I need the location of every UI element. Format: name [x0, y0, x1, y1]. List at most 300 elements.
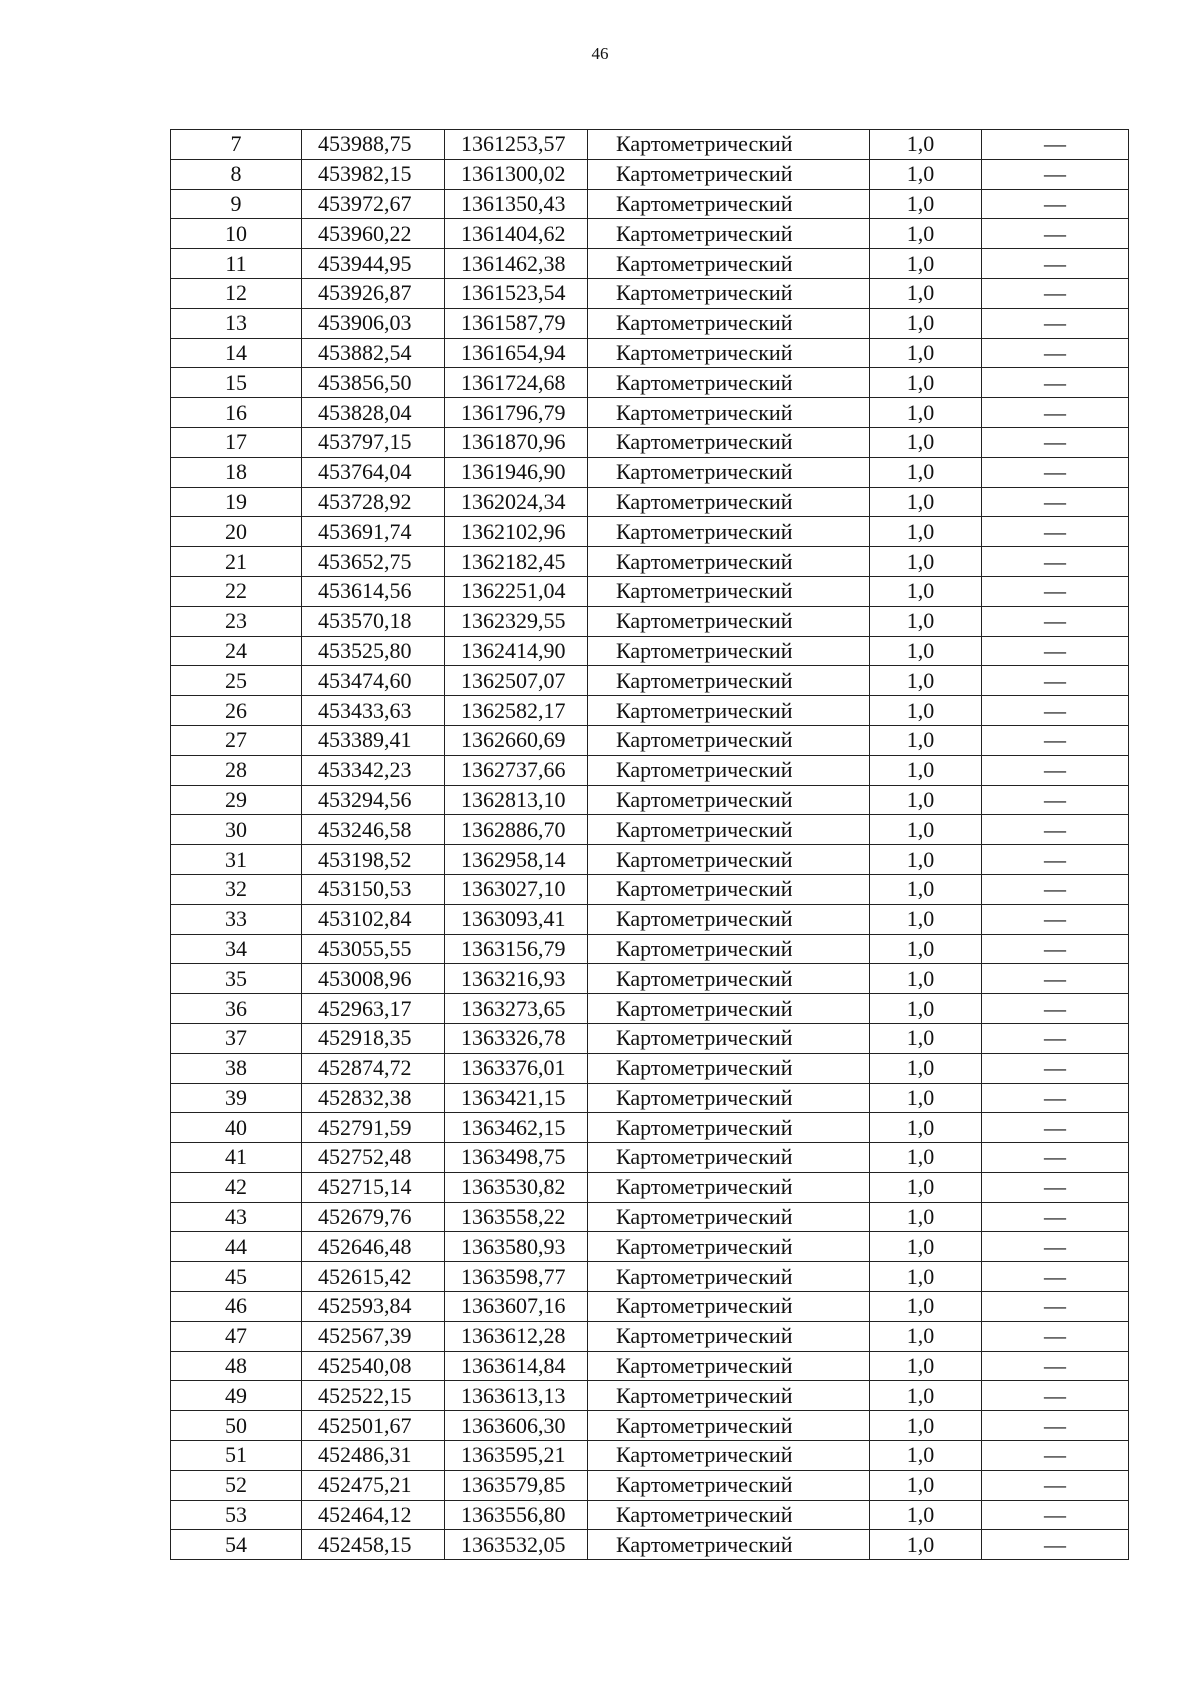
table-row — [171, 934, 1129, 964]
method-cell: Картометрический — [588, 457, 870, 487]
table-row — [171, 755, 1129, 785]
y-coordinate-cell: 1361587,79 — [445, 308, 588, 338]
table-row — [171, 278, 1129, 308]
point-number-cell: 52 — [171, 1470, 302, 1500]
table-row — [171, 1411, 1129, 1441]
x-coordinate-cell: 452540,08 — [302, 1351, 445, 1381]
x-coordinate-cell: 453246,58 — [302, 815, 445, 845]
x-coordinate-cell: 453797,15 — [302, 427, 445, 457]
point-number-cell: 38 — [171, 1053, 302, 1083]
point-number-cell: 42 — [171, 1172, 302, 1202]
accuracy-cell: 1,0 — [870, 666, 982, 696]
note-cell: — — [982, 1143, 1129, 1173]
accuracy-cell: 1,0 — [870, 1053, 982, 1083]
table-row — [171, 576, 1129, 606]
note-cell: — — [982, 547, 1129, 577]
y-coordinate-cell: 1363462,15 — [445, 1113, 588, 1143]
y-coordinate-cell: 1362886,70 — [445, 815, 588, 845]
note-cell: — — [982, 1023, 1129, 1053]
method-cell: Картометрический — [588, 1470, 870, 1500]
table-row — [171, 696, 1129, 726]
point-number-cell: 36 — [171, 994, 302, 1024]
table-row — [171, 1321, 1129, 1351]
x-coordinate-cell: 452615,42 — [302, 1262, 445, 1292]
note-cell: — — [982, 785, 1129, 815]
x-coordinate-cell: 453570,18 — [302, 606, 445, 636]
point-number-cell: 39 — [171, 1083, 302, 1113]
accuracy-cell: 1,0 — [870, 1292, 982, 1322]
point-number-cell: 50 — [171, 1411, 302, 1441]
accuracy-cell: 1,0 — [870, 249, 982, 279]
note-cell: — — [982, 368, 1129, 398]
method-cell: Картометрический — [588, 1023, 870, 1053]
accuracy-cell: 1,0 — [870, 398, 982, 428]
method-cell: Картометрический — [588, 219, 870, 249]
method-cell: Картометрический — [588, 934, 870, 964]
method-cell: Картометрический — [588, 1381, 870, 1411]
table-row — [171, 994, 1129, 1024]
method-cell: Картометрический — [588, 517, 870, 547]
x-coordinate-cell: 453389,41 — [302, 725, 445, 755]
note-cell: — — [982, 308, 1129, 338]
x-coordinate-cell: 453691,74 — [302, 517, 445, 547]
table-row — [171, 1172, 1129, 1202]
accuracy-cell: 1,0 — [870, 517, 982, 547]
method-cell: Картометрический — [588, 1172, 870, 1202]
method-cell: Картометрический — [588, 964, 870, 994]
point-number-cell: 35 — [171, 964, 302, 994]
x-coordinate-cell: 452464,12 — [302, 1500, 445, 1530]
accuracy-cell: 1,0 — [870, 219, 982, 249]
y-coordinate-cell: 1363612,28 — [445, 1321, 588, 1351]
y-coordinate-cell: 1363156,79 — [445, 934, 588, 964]
point-number-cell: 41 — [171, 1143, 302, 1173]
y-coordinate-cell: 1361404,62 — [445, 219, 588, 249]
note-cell: — — [982, 278, 1129, 308]
note-cell: — — [982, 964, 1129, 994]
y-coordinate-cell: 1362182,45 — [445, 547, 588, 577]
note-cell: — — [982, 219, 1129, 249]
method-cell: Картометрический — [588, 1232, 870, 1262]
method-cell: Картометрический — [588, 1530, 870, 1560]
table-row — [171, 487, 1129, 517]
point-number-cell: 29 — [171, 785, 302, 815]
x-coordinate-cell: 452918,35 — [302, 1023, 445, 1053]
x-coordinate-cell: 452593,84 — [302, 1292, 445, 1322]
point-number-cell: 27 — [171, 725, 302, 755]
method-cell: Картометрический — [588, 278, 870, 308]
method-cell: Картометрический — [588, 696, 870, 726]
point-number-cell: 26 — [171, 696, 302, 726]
accuracy-cell: 1,0 — [870, 1143, 982, 1173]
y-coordinate-cell: 1361253,57 — [445, 130, 588, 160]
accuracy-cell: 1,0 — [870, 1530, 982, 1560]
accuracy-cell: 1,0 — [870, 606, 982, 636]
x-coordinate-cell: 453906,03 — [302, 308, 445, 338]
point-number-cell: 19 — [171, 487, 302, 517]
x-coordinate-cell: 452874,72 — [302, 1053, 445, 1083]
x-coordinate-cell: 452715,14 — [302, 1172, 445, 1202]
method-cell: Картометрический — [588, 725, 870, 755]
point-number-cell: 25 — [171, 666, 302, 696]
method-cell: Картометрический — [588, 547, 870, 577]
note-cell: — — [982, 696, 1129, 726]
note-cell: — — [982, 487, 1129, 517]
accuracy-cell: 1,0 — [870, 189, 982, 219]
note-cell: — — [982, 1351, 1129, 1381]
x-coordinate-cell: 453982,15 — [302, 159, 445, 189]
method-cell: Картометрический — [588, 1411, 870, 1441]
table-row — [171, 427, 1129, 457]
point-number-cell: 13 — [171, 308, 302, 338]
method-cell: Картометрический — [588, 338, 870, 368]
point-number-cell: 9 — [171, 189, 302, 219]
x-coordinate-cell: 453882,54 — [302, 338, 445, 368]
accuracy-cell: 1,0 — [870, 457, 982, 487]
note-cell: — — [982, 904, 1129, 934]
table-row — [171, 130, 1129, 160]
method-cell: Картометрический — [588, 1292, 870, 1322]
x-coordinate-cell: 453764,04 — [302, 457, 445, 487]
x-coordinate-cell: 453008,96 — [302, 964, 445, 994]
method-cell: Картометрический — [588, 845, 870, 875]
y-coordinate-cell: 1363579,85 — [445, 1470, 588, 1500]
point-number-cell: 7 — [171, 130, 302, 160]
y-coordinate-cell: 1362737,66 — [445, 755, 588, 785]
table-row — [171, 1143, 1129, 1173]
accuracy-cell: 1,0 — [870, 725, 982, 755]
table-row — [171, 219, 1129, 249]
x-coordinate-cell: 453972,67 — [302, 189, 445, 219]
y-coordinate-cell: 1362024,34 — [445, 487, 588, 517]
method-cell: Картометрический — [588, 755, 870, 785]
table-row — [171, 338, 1129, 368]
table-row — [171, 1292, 1129, 1322]
table-row — [171, 1262, 1129, 1292]
method-cell: Картометрический — [588, 1441, 870, 1471]
table-row — [171, 1083, 1129, 1113]
coordinates-table — [170, 129, 1129, 1560]
point-number-cell: 47 — [171, 1321, 302, 1351]
method-cell: Картометрический — [588, 1351, 870, 1381]
method-cell: Картометрический — [588, 606, 870, 636]
x-coordinate-cell: 453525,80 — [302, 636, 445, 666]
point-number-cell: 54 — [171, 1530, 302, 1560]
note-cell: — — [982, 517, 1129, 547]
point-number-cell: 48 — [171, 1351, 302, 1381]
point-number-cell: 53 — [171, 1500, 302, 1530]
table-row — [171, 874, 1129, 904]
point-number-cell: 21 — [171, 547, 302, 577]
table-row — [171, 636, 1129, 666]
y-coordinate-cell: 1362660,69 — [445, 725, 588, 755]
note-cell: — — [982, 725, 1129, 755]
method-cell: Картометрический — [588, 1143, 870, 1173]
point-number-cell: 24 — [171, 636, 302, 666]
method-cell: Картометрический — [588, 874, 870, 904]
y-coordinate-cell: 1363273,65 — [445, 994, 588, 1024]
method-cell: Картометрический — [588, 159, 870, 189]
point-number-cell: 40 — [171, 1113, 302, 1143]
note-cell: — — [982, 576, 1129, 606]
page-number: 46 — [591, 44, 609, 63]
note-cell: — — [982, 1470, 1129, 1500]
x-coordinate-cell: 453728,92 — [302, 487, 445, 517]
x-coordinate-cell: 452501,67 — [302, 1411, 445, 1441]
table-row — [171, 1202, 1129, 1232]
x-coordinate-cell: 453198,52 — [302, 845, 445, 875]
x-coordinate-cell: 452832,38 — [302, 1083, 445, 1113]
accuracy-cell: 1,0 — [870, 1411, 982, 1441]
method-cell: Картометрический — [588, 1202, 870, 1232]
x-coordinate-cell: 453150,53 — [302, 874, 445, 904]
point-number-cell: 18 — [171, 457, 302, 487]
note-cell: — — [982, 338, 1129, 368]
point-number-cell: 8 — [171, 159, 302, 189]
point-number-cell: 31 — [171, 845, 302, 875]
table-row — [171, 815, 1129, 845]
table-row — [171, 368, 1129, 398]
y-coordinate-cell: 1363580,93 — [445, 1232, 588, 1262]
x-coordinate-cell: 453342,23 — [302, 755, 445, 785]
table-row — [171, 547, 1129, 577]
table-body — [171, 130, 1129, 1560]
y-coordinate-cell: 1363614,84 — [445, 1351, 588, 1381]
method-cell: Картометрический — [588, 398, 870, 428]
method-cell: Картометрический — [588, 785, 870, 815]
x-coordinate-cell: 452522,15 — [302, 1381, 445, 1411]
table-row — [171, 1470, 1129, 1500]
accuracy-cell: 1,0 — [870, 1321, 982, 1351]
table-row — [171, 517, 1129, 547]
note-cell: — — [982, 1113, 1129, 1143]
table-row — [171, 159, 1129, 189]
method-cell: Картометрический — [588, 189, 870, 219]
table-row — [171, 249, 1129, 279]
table-row — [171, 189, 1129, 219]
x-coordinate-cell: 453614,56 — [302, 576, 445, 606]
method-cell: Картометрический — [588, 368, 870, 398]
y-coordinate-cell: 1362251,04 — [445, 576, 588, 606]
y-coordinate-cell: 1362958,14 — [445, 845, 588, 875]
point-number-cell: 14 — [171, 338, 302, 368]
x-coordinate-cell: 453294,56 — [302, 785, 445, 815]
note-cell: — — [982, 427, 1129, 457]
table-row — [171, 606, 1129, 636]
y-coordinate-cell: 1362329,55 — [445, 606, 588, 636]
x-coordinate-cell: 453944,95 — [302, 249, 445, 279]
point-number-cell: 44 — [171, 1232, 302, 1262]
table-row — [171, 1530, 1129, 1560]
point-number-cell: 22 — [171, 576, 302, 606]
y-coordinate-cell: 1363093,41 — [445, 904, 588, 934]
table-row — [171, 1023, 1129, 1053]
x-coordinate-cell: 452791,59 — [302, 1113, 445, 1143]
x-coordinate-cell: 452646,48 — [302, 1232, 445, 1262]
point-number-cell: 43 — [171, 1202, 302, 1232]
table-row — [171, 964, 1129, 994]
method-cell: Картометрический — [588, 666, 870, 696]
method-cell: Картометрический — [588, 1321, 870, 1351]
note-cell: — — [982, 189, 1129, 219]
point-number-cell: 23 — [171, 606, 302, 636]
table-row — [171, 457, 1129, 487]
accuracy-cell: 1,0 — [870, 1232, 982, 1262]
note-cell: — — [982, 666, 1129, 696]
note-cell: — — [982, 1083, 1129, 1113]
note-cell: — — [982, 398, 1129, 428]
x-coordinate-cell: 452752,48 — [302, 1143, 445, 1173]
accuracy-cell: 1,0 — [870, 1113, 982, 1143]
method-cell: Картометрический — [588, 1262, 870, 1292]
y-coordinate-cell: 1363595,21 — [445, 1441, 588, 1471]
note-cell: — — [982, 1292, 1129, 1322]
y-coordinate-cell: 1361462,38 — [445, 249, 588, 279]
method-cell: Картометрический — [588, 308, 870, 338]
accuracy-cell: 1,0 — [870, 1083, 982, 1113]
accuracy-cell: 1,0 — [870, 1500, 982, 1530]
accuracy-cell: 1,0 — [870, 308, 982, 338]
method-cell: Картометрический — [588, 427, 870, 457]
x-coordinate-cell: 452963,17 — [302, 994, 445, 1024]
note-cell: — — [982, 636, 1129, 666]
table-row — [171, 1351, 1129, 1381]
y-coordinate-cell: 1362507,07 — [445, 666, 588, 696]
table-row — [171, 308, 1129, 338]
x-coordinate-cell: 453828,04 — [302, 398, 445, 428]
method-cell: Картометрический — [588, 1113, 870, 1143]
accuracy-cell: 1,0 — [870, 338, 982, 368]
y-coordinate-cell: 1363216,93 — [445, 964, 588, 994]
y-coordinate-cell: 1363532,05 — [445, 1530, 588, 1560]
point-number-cell: 49 — [171, 1381, 302, 1411]
y-coordinate-cell: 1361654,94 — [445, 338, 588, 368]
x-coordinate-cell: 453988,75 — [302, 130, 445, 160]
point-number-cell: 30 — [171, 815, 302, 845]
table-row — [171, 666, 1129, 696]
y-coordinate-cell: 1363613,13 — [445, 1381, 588, 1411]
note-cell: — — [982, 1321, 1129, 1351]
table-row — [171, 1381, 1129, 1411]
point-number-cell: 20 — [171, 517, 302, 547]
note-cell: — — [982, 130, 1129, 160]
y-coordinate-cell: 1363606,30 — [445, 1411, 588, 1441]
x-coordinate-cell: 452475,21 — [302, 1470, 445, 1500]
method-cell: Картометрический — [588, 1500, 870, 1530]
point-number-cell: 11 — [171, 249, 302, 279]
accuracy-cell: 1,0 — [870, 845, 982, 875]
method-cell: Картометрический — [588, 249, 870, 279]
y-coordinate-cell: 1361350,43 — [445, 189, 588, 219]
note-cell: — — [982, 1053, 1129, 1083]
point-number-cell: 45 — [171, 1262, 302, 1292]
accuracy-cell: 1,0 — [870, 547, 982, 577]
note-cell: — — [982, 1262, 1129, 1292]
accuracy-cell: 1,0 — [870, 159, 982, 189]
point-number-cell: 33 — [171, 904, 302, 934]
accuracy-cell: 1,0 — [870, 576, 982, 606]
note-cell: — — [982, 755, 1129, 785]
note-cell: — — [982, 457, 1129, 487]
accuracy-cell: 1,0 — [870, 427, 982, 457]
y-coordinate-cell: 1363421,15 — [445, 1083, 588, 1113]
y-coordinate-cell: 1363558,22 — [445, 1202, 588, 1232]
method-cell: Картометрический — [588, 1083, 870, 1113]
method-cell: Картометрический — [588, 487, 870, 517]
table-row — [171, 1500, 1129, 1530]
point-number-cell: 34 — [171, 934, 302, 964]
accuracy-cell: 1,0 — [870, 904, 982, 934]
accuracy-cell: 1,0 — [870, 785, 982, 815]
note-cell: — — [982, 1381, 1129, 1411]
accuracy-cell: 1,0 — [870, 487, 982, 517]
y-coordinate-cell: 1363376,01 — [445, 1053, 588, 1083]
point-number-cell: 28 — [171, 755, 302, 785]
accuracy-cell: 1,0 — [870, 1262, 982, 1292]
point-number-cell: 51 — [171, 1441, 302, 1471]
accuracy-cell: 1,0 — [870, 994, 982, 1024]
table-row — [171, 1441, 1129, 1471]
note-cell: — — [982, 874, 1129, 904]
y-coordinate-cell: 1362813,10 — [445, 785, 588, 815]
x-coordinate-cell: 452486,31 — [302, 1441, 445, 1471]
table-row — [171, 845, 1129, 875]
point-number-cell: 10 — [171, 219, 302, 249]
method-cell: Картометрический — [588, 994, 870, 1024]
table-row — [171, 785, 1129, 815]
accuracy-cell: 1,0 — [870, 755, 982, 785]
point-number-cell: 37 — [171, 1023, 302, 1053]
note-cell: — — [982, 1500, 1129, 1530]
y-coordinate-cell: 1363326,78 — [445, 1023, 588, 1053]
y-coordinate-cell: 1361796,79 — [445, 398, 588, 428]
table-row — [171, 1053, 1129, 1083]
accuracy-cell: 1,0 — [870, 130, 982, 160]
y-coordinate-cell: 1361946,90 — [445, 457, 588, 487]
y-coordinate-cell: 1362582,17 — [445, 696, 588, 726]
note-cell: — — [982, 1172, 1129, 1202]
note-cell: — — [982, 1530, 1129, 1560]
method-cell: Картометрический — [588, 1053, 870, 1083]
y-coordinate-cell: 1363027,10 — [445, 874, 588, 904]
x-coordinate-cell: 453960,22 — [302, 219, 445, 249]
point-number-cell: 32 — [171, 874, 302, 904]
accuracy-cell: 1,0 — [870, 278, 982, 308]
accuracy-cell: 1,0 — [870, 1441, 982, 1471]
y-coordinate-cell: 1363530,82 — [445, 1172, 588, 1202]
point-number-cell: 12 — [171, 278, 302, 308]
accuracy-cell: 1,0 — [870, 815, 982, 845]
note-cell: — — [982, 159, 1129, 189]
accuracy-cell: 1,0 — [870, 964, 982, 994]
accuracy-cell: 1,0 — [870, 1023, 982, 1053]
point-number-cell: 15 — [171, 368, 302, 398]
y-coordinate-cell: 1363598,77 — [445, 1262, 588, 1292]
method-cell: Картометрический — [588, 576, 870, 606]
y-coordinate-cell: 1363498,75 — [445, 1143, 588, 1173]
accuracy-cell: 1,0 — [870, 368, 982, 398]
accuracy-cell: 1,0 — [870, 1381, 982, 1411]
y-coordinate-cell: 1361523,54 — [445, 278, 588, 308]
point-number-cell: 46 — [171, 1292, 302, 1322]
y-coordinate-cell: 1362414,90 — [445, 636, 588, 666]
accuracy-cell: 1,0 — [870, 1202, 982, 1232]
x-coordinate-cell: 453102,84 — [302, 904, 445, 934]
method-cell: Картометрический — [588, 636, 870, 666]
table-row — [171, 904, 1129, 934]
note-cell: — — [982, 1232, 1129, 1262]
accuracy-cell: 1,0 — [870, 696, 982, 726]
